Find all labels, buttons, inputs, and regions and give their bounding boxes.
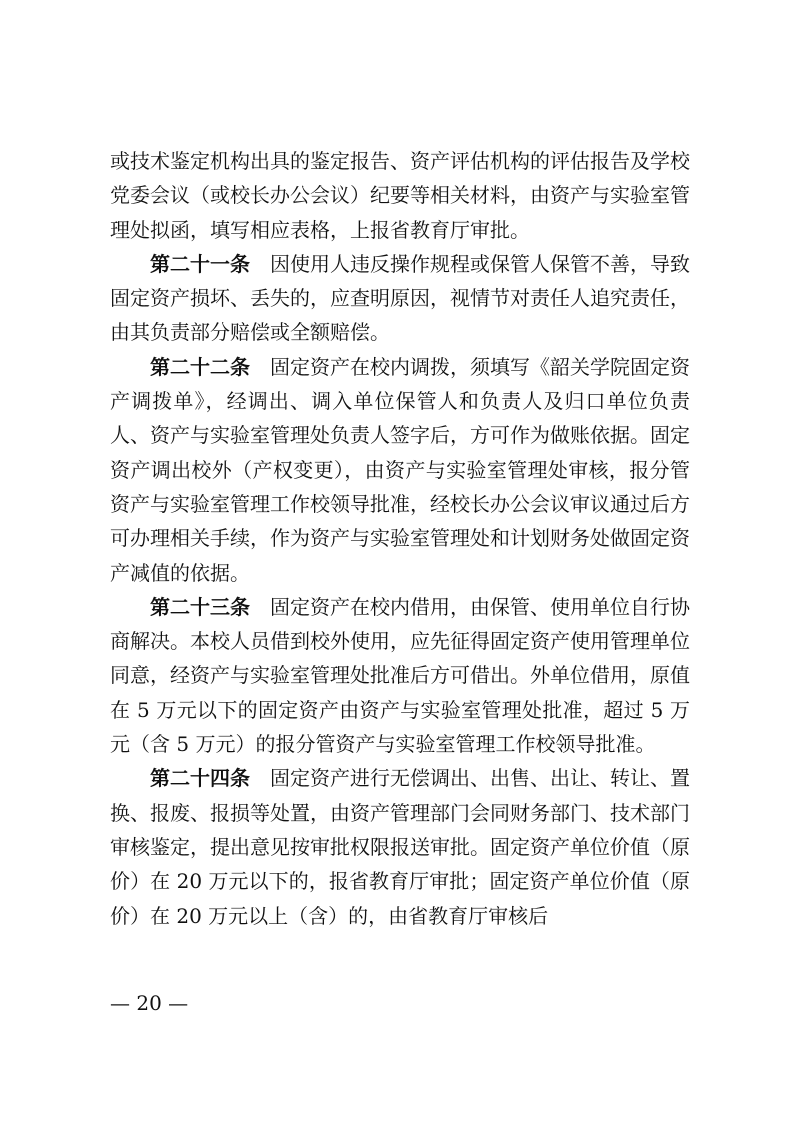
paragraph-continuation <box>110 144 690 247</box>
article-23 <box>110 590 690 761</box>
article-24 <box>110 761 690 932</box>
article-heading: 第二十四条 <box>150 766 250 791</box>
article-heading: 第二十二条 <box>150 354 250 379</box>
paragraph-text: 固定资产进行无偿调出、出售、出让、转让、置换、报废、报损等处置，由资产管理部门会同财务部门、技术部门审核鉴定，提出意见按审批权限报送审批。固定资产单位价值（原价）在 20 万元以下的，报省教育厅审批；固定资产单位价值（原价）在 20 万元以上（含）的，由省教育厅审核后 <box>110 766 690 928</box>
article-heading: 第二十三条 <box>150 594 250 619</box>
article-21 <box>110 247 690 350</box>
paragraph-text: 固定资产在校内调拨，须填写《韶关学院固定资产调拨单》，经调出、调入单位保管人和负责人及归口单位负责人、资产与实验室管理处负责人签字后，方可作为做账依据。固定资产调出校外（产权变更），由资产与实验室管理处审核，报分管资产与实验室管理工作校领导批准，经校长办公会议审议通过后方可办理相关手续，作为资产与实验室管理处和计划财务处做固定资产减值的依据。 <box>110 354 690 585</box>
page-number: — 20 — <box>110 991 189 1015</box>
paragraph-text: 因使用人违反操作规程或保管人保管不善，导致固定资产损坏、丢失的，应查明原因，视情节对责任人追究责任，由其负责部分赔偿或全额赔偿。 <box>110 251 690 345</box>
paragraph-text: 固定资产在校内借用，由保管、使用单位自行协商解决。本校人员借到校外使用，应先征得固定资产使用管理单位同意，经资产与实验室管理处批准后方可借出。外单位借用，原值在 5 万元以下的固定资产由资产与实验室管理处批准，超过 5 万元（含 5 万元）的报分管资产与实验室管理工作校领导批准。 <box>110 594 690 757</box>
article-heading: 第二十一条 <box>150 251 250 276</box>
article-22 <box>110 350 690 590</box>
paragraph-text: 或技术鉴定机构出具的鉴定报告、资产评估机构的评估报告及学校党委会议（或校长办公会议）纪要等相关材料，由资产与实验室管理处拟函，填写相应表格，上报省教育厅审批。 <box>110 149 690 242</box>
document-body <box>110 144 690 933</box>
